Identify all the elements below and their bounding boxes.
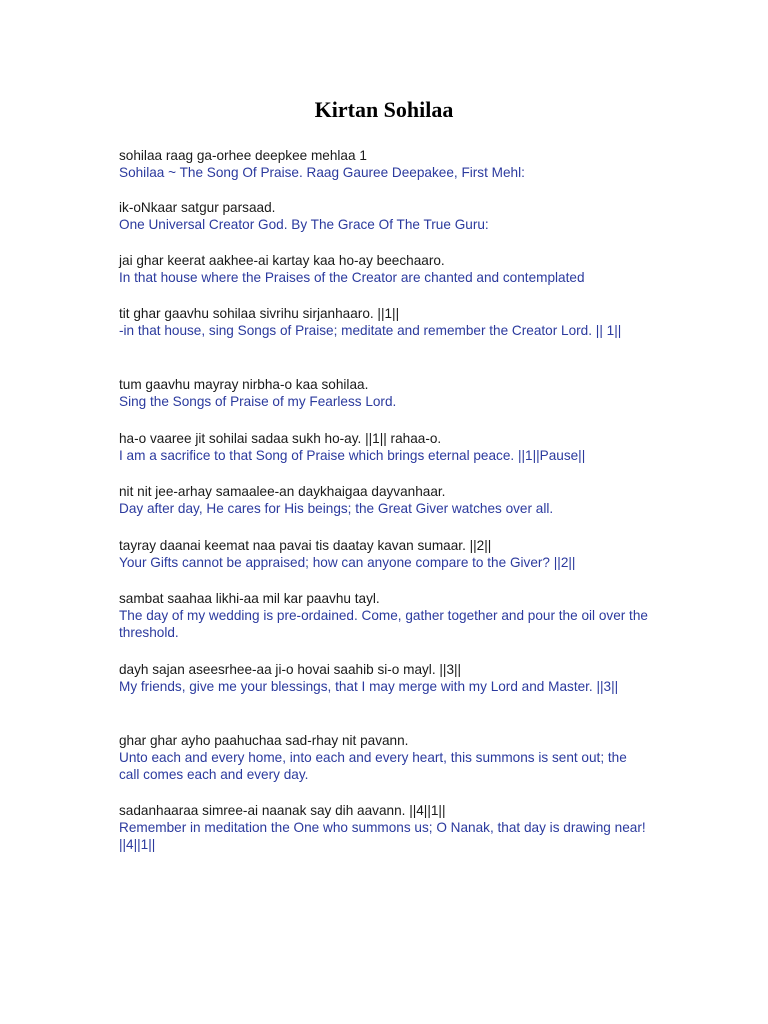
verse-translation: Your Gifts cannot be appraised; how can anyone compare to the Giver? ||2|| — [119, 555, 576, 570]
verse-transliteration: tit ghar gaavhu sohilaa sivrihu sirjanhaaro. ||1|| — [119, 306, 400, 321]
verse-3 — [119, 252, 649, 286]
verse-translation: I am a sacrifice to that Song of Praise which brings eternal peace. ||1||Pause|| — [119, 448, 586, 463]
verse-translation: One Universal Creator God. By The Grace Of The True Guru: — [119, 217, 489, 232]
verse-translation: Day after day, He cares for His beings; the Great Giver watches over all. — [119, 501, 554, 516]
verse-translation: In that house where the Praises of the Creator are chanted and contemplated — [119, 270, 585, 285]
verse-5 — [119, 376, 649, 410]
verse-6 — [119, 430, 649, 464]
verse-transliteration: ha-o vaaree jit sohilai sadaa sukh ho-ay. ||1|| rahaa-o. — [119, 431, 442, 446]
verse-7 — [119, 483, 649, 517]
verse-12 — [119, 802, 649, 853]
verse-8 — [119, 537, 649, 571]
verse-translation: Remember in meditation the One who summons us; O Nanak, that day is drawing near! ||4||1|| — [119, 820, 646, 852]
verse-transliteration: sohilaa raag ga-orhee deepkee mehlaa 1 — [119, 148, 367, 163]
verse-9 — [119, 590, 649, 641]
verse-transliteration: sadanhaaraa simree-ai naanak say dih aavann. ||4||1|| — [119, 803, 446, 818]
verse-10 — [119, 661, 649, 695]
verse-translation: Sohilaa ~ The Song Of Praise. Raag Gauree Deepakee, First Mehl: — [119, 165, 525, 180]
verse-translation: My friends, give me your blessings, that I may merge with my Lord and Master. ||3|| — [119, 679, 619, 694]
verse-transliteration: jai ghar keerat aakhee-ai kartay kaa ho-ay beechaaro. — [119, 253, 445, 268]
verse-transliteration: tayray daanai keemat naa pavai tis daatay kavan sumaar. ||2|| — [119, 538, 492, 553]
verse-1 — [119, 147, 649, 181]
verse-transliteration: ghar ghar ayho paahuchaa sad-rhay nit pavann. — [119, 733, 409, 748]
verse-2 — [119, 199, 649, 233]
verse-translation: The day of my wedding is pre-ordained. Come, gather together and pour the oil over the threshold. — [119, 608, 648, 640]
verse-translation: Sing the Songs of Praise of my Fearless Lord. — [119, 394, 397, 409]
document-title: Kirtan Sohilaa — [314, 97, 454, 122]
verse-transliteration: dayh sajan aseesrhee-aa ji-o hovai saahib si-o mayl. ||3|| — [119, 662, 462, 677]
verse-transliteration: ik-oNkaar satgur parsaad. — [119, 200, 276, 215]
verse-4 — [119, 305, 649, 339]
verse-translation: -in that house, sing Songs of Praise; meditate and remember the Creator Lord. || 1|| — [119, 323, 622, 338]
verse-transliteration: nit nit jee-arhay samaalee-an daykhaigaa dayvanhaar. — [119, 484, 446, 499]
verse-transliteration: sambat saahaa likhi-aa mil kar paavhu tayl. — [119, 591, 380, 606]
verse-translation: Unto each and every home, into each and every heart, this summons is sent out; the call comes each and every day. — [119, 750, 627, 782]
verse-11 — [119, 732, 649, 783]
verse-transliteration: tum gaavhu mayray nirbha-o kaa sohilaa. — [119, 377, 369, 392]
